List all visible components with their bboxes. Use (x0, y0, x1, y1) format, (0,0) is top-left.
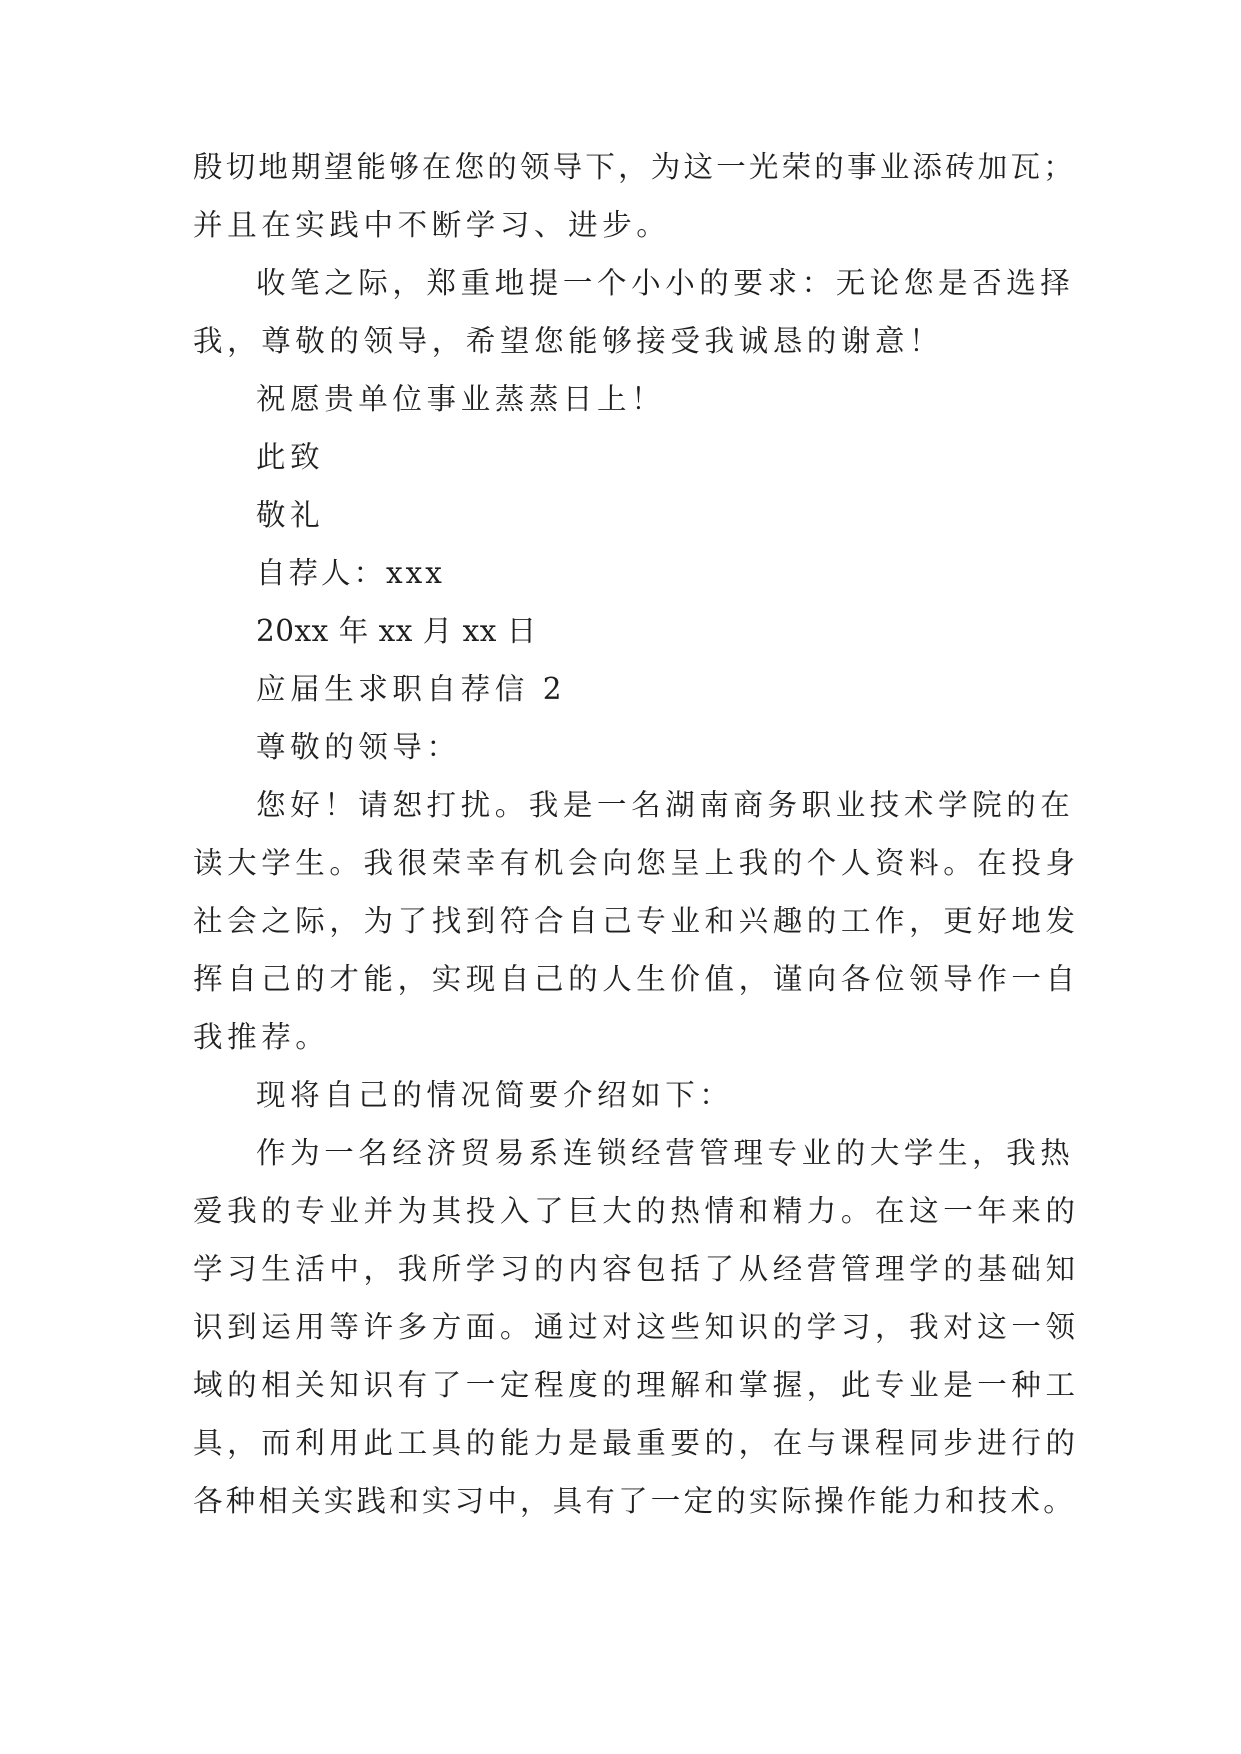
signature-line: 自荐人：xxx (256, 556, 445, 590)
letter-2-title: 应届生求职自荐信 2 (256, 672, 567, 706)
paragraph-4-line-3: 学习生活中，我所学习的内容包括了从经营管理学的基础知 (193, 1252, 1080, 1286)
paragraph-1-line-2: 并且在实践中不断学习、进步。 (193, 208, 671, 242)
paragraph-4-line-4: 识到运用等许多方面。通过对这些知识的学习，我对这一领 (193, 1310, 1080, 1344)
paragraph-1-line-1: 殷切地期望能够在您的领导下，为这一光荣的事业添砖加瓦； (193, 150, 1076, 184)
paragraph-4-line-7: 各种相关实践和实习中，具有了一定的实际操作能力和技术。 (193, 1484, 1076, 1518)
paragraph-3-line-5: 我推荐。 (193, 1020, 330, 1054)
paragraph-4-line-5: 域的相关知识有了一定程度的理解和掌握，此专业是一种工 (193, 1368, 1080, 1402)
intro-line: 现将自己的情况简要介绍如下： (256, 1078, 734, 1112)
closing-jingli: 敬礼 (256, 498, 325, 532)
paragraph-4-line-1: 作为一名经济贸易系连锁经营管理专业的大学生，我热 (256, 1136, 1075, 1170)
paragraph-3-line-2: 读大学生。我很荣幸有机会向您呈上我的个人资料。在投身 (193, 846, 1080, 880)
paragraph-3-line-1: 您好！请恕打扰。我是一名湖南商务职业技术学院的在 (256, 788, 1075, 822)
wish-line: 祝愿贵单位事业蒸蒸日上！ (256, 382, 666, 416)
paragraph-2-line-2: 我，尊敬的领导，希望您能够接受我诚恳的谢意！ (193, 324, 944, 358)
paragraph-3-line-4: 挥自己的才能，实现自己的人生价值，谨向各位领导作一自 (193, 962, 1080, 996)
paragraph-4-line-6: 具，而利用此工具的能力是最重要的，在与课程同步进行的 (193, 1426, 1080, 1460)
paragraph-3-line-3: 社会之际，为了找到符合自己专业和兴趣的工作，更好地发 (193, 904, 1080, 938)
closing-cizhi: 此致 (256, 440, 325, 474)
paragraph-2-line-1: 收笔之际，郑重地提一个小小的要求：无论您是否选择 (256, 266, 1075, 300)
salutation: 尊敬的领导： (256, 730, 461, 764)
date-line: 20xx 年 xx 月 xx 日 (256, 614, 537, 648)
paragraph-4-line-2: 爱我的专业并为其投入了巨大的热情和精力。在这一年来的 (193, 1194, 1080, 1228)
